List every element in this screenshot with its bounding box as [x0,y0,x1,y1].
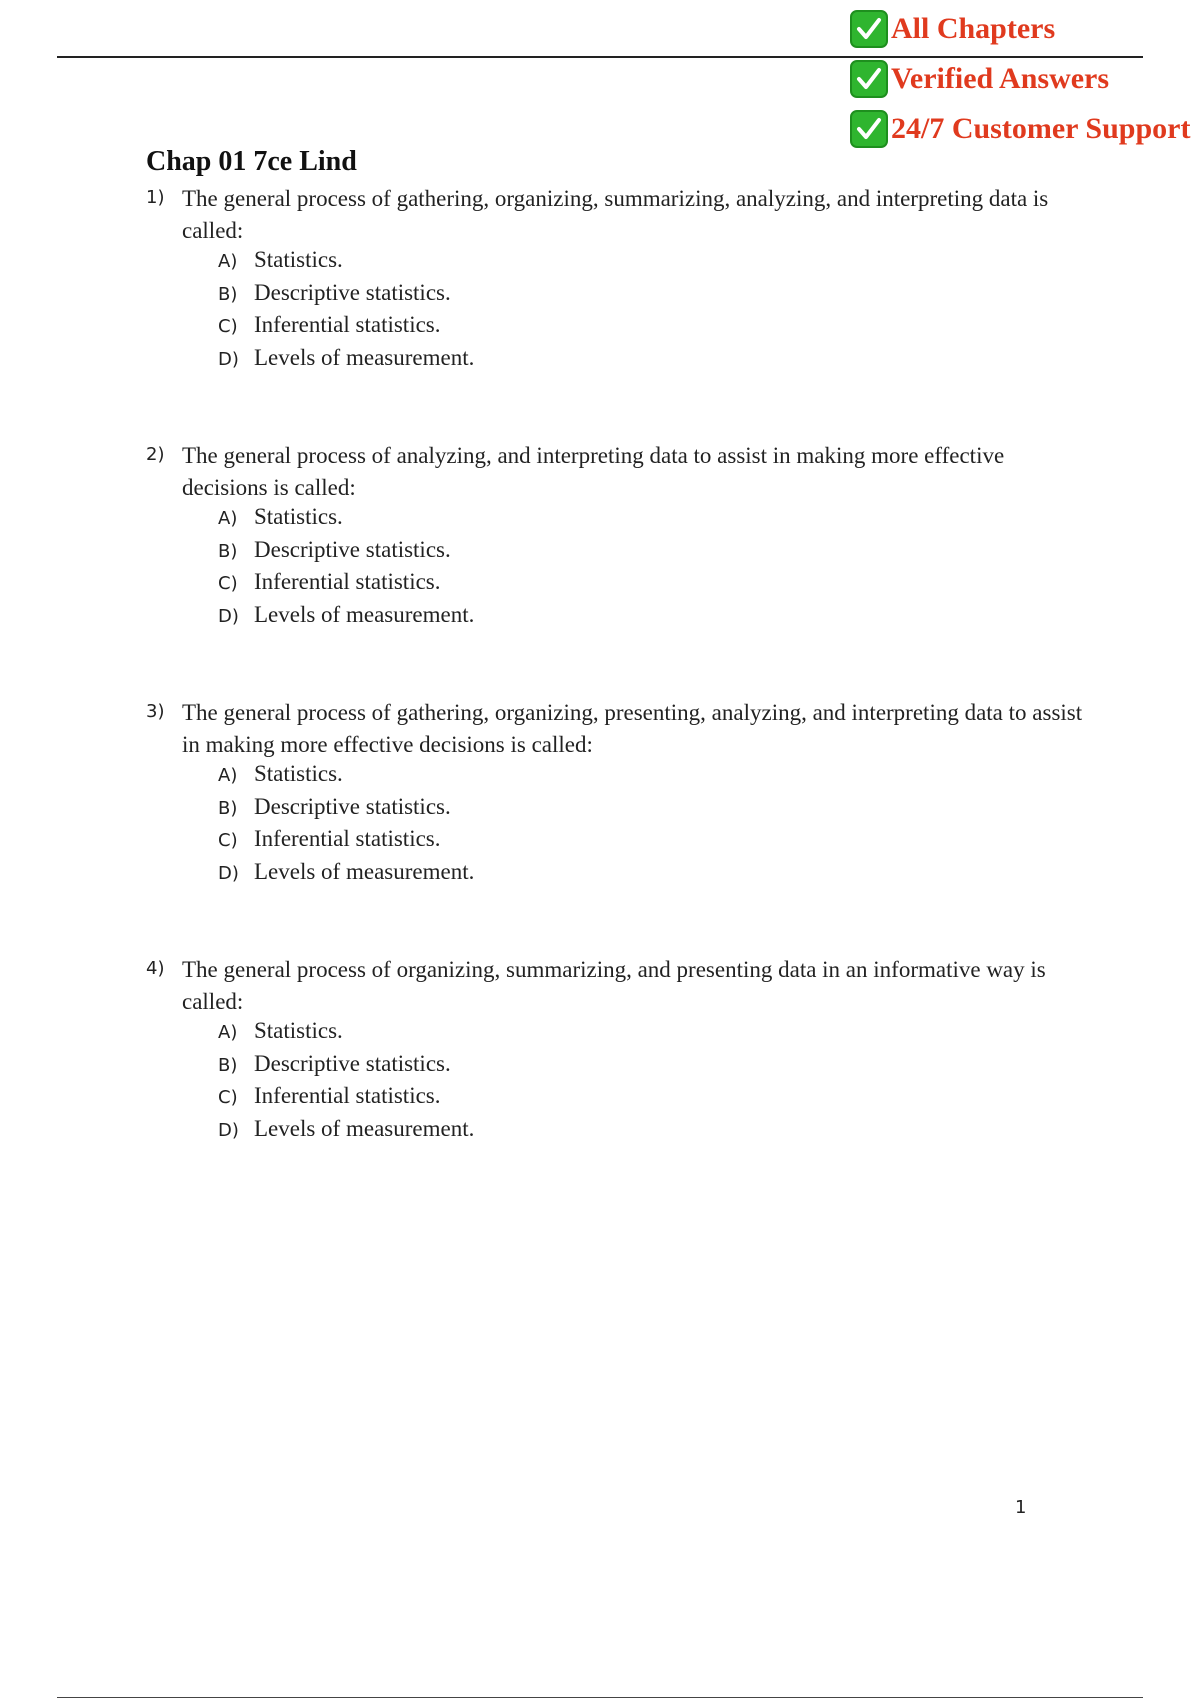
question-number: 2) [146,444,165,465]
checkmark-icon [850,10,888,48]
option-text: Descriptive statistics. [254,1050,451,1076]
question-text: The general process of analyzing, and interpreting data to assist in making more effective decisions is called: [182,443,1005,500]
option-text: Inferential statistics. [254,312,441,337]
option-letter: C) [218,316,238,337]
document-title: Chap 01 7ce Lind [146,146,357,177]
feature-badges [850,8,1190,158]
question-stem [146,954,1086,1018]
option-text: Levels of measurement. [254,858,475,884]
option-letter: A) [218,251,238,272]
question-text: The general process of gathering, organizing, summarizing, analyzing, and interpreting data is called: [182,186,1049,243]
answer-option-b [218,1051,1086,1084]
answer-option-a [218,1018,1086,1051]
badge-label: All Chapters [891,12,1056,45]
badge-all-chapters [850,8,1190,50]
option-text: Descriptive statistics. [254,279,451,305]
question-text: The general process of organizing, summarizing, and presenting data in an informative way is called: [182,957,1046,1014]
question-3 [146,697,1086,891]
answer-options [146,247,1086,377]
option-text: Inferential statistics. [254,826,441,851]
checkmark-icon [850,110,888,148]
option-letter: B) [218,283,238,305]
option-text: Levels of measurement. [254,344,475,370]
badge-label: Verified Answers [891,62,1110,95]
option-letter: C) [218,573,238,594]
question-number: 4) [146,958,165,979]
answer-option-d [218,1116,1086,1149]
option-text: Statistics. [254,761,343,786]
badge-customer-support [850,108,1190,150]
option-text: Descriptive statistics. [254,536,451,562]
answer-option-d [218,859,1086,892]
answer-option-a [218,247,1086,280]
option-letter: A) [218,1022,238,1043]
option-letter: D) [218,1119,239,1141]
option-letter: D) [218,605,239,627]
answer-options [146,504,1086,634]
option-text: Statistics. [254,1018,343,1043]
option-text: Inferential statistics. [254,569,441,594]
footer-divider [57,1697,1143,1698]
badge-verified-answers [850,58,1190,100]
page-number: 1 [1015,1497,1027,1518]
question-text: The general process of gathering, organizing, presenting, analyzing, and interpreting data to assist in making more effective decisions is called: [182,700,1083,757]
answer-option-b [218,537,1086,570]
option-text: Descriptive statistics. [254,793,451,819]
answer-option-a [218,504,1086,537]
option-letter: C) [218,1087,238,1108]
option-text: Statistics. [254,247,343,272]
option-letter: B) [218,1054,238,1076]
answer-option-c [218,312,1086,345]
answer-option-b [218,280,1086,313]
option-letter: A) [218,508,238,529]
checkmark-icon [850,60,888,98]
question-list [146,183,1086,1211]
option-letter: B) [218,797,238,819]
answer-option-c [218,1083,1086,1116]
option-letter: D) [218,862,239,884]
question-1 [146,183,1086,377]
option-text: Statistics. [254,504,343,529]
badge-label: 24/7 Customer Support [891,112,1191,145]
option-letter: D) [218,348,239,370]
answer-option-d [218,345,1086,378]
option-letter: C) [218,830,238,851]
question-number: 3) [146,701,165,722]
answer-option-b [218,794,1086,827]
answer-option-a [218,761,1086,794]
question-stem [146,440,1086,504]
question-stem [146,697,1086,761]
option-text: Inferential statistics. [254,1083,441,1108]
question-4 [146,954,1086,1148]
answer-options [146,761,1086,891]
option-text: Levels of measurement. [254,601,475,627]
option-letter: A) [218,765,238,786]
answer-option-c [218,569,1086,602]
option-text: Levels of measurement. [254,1115,475,1141]
question-2 [146,440,1086,634]
answer-option-d [218,602,1086,635]
answer-option-c [218,826,1086,859]
question-stem [146,183,1086,247]
answer-options [146,1018,1086,1148]
question-number: 1) [146,187,165,208]
option-letter: B) [218,540,238,562]
